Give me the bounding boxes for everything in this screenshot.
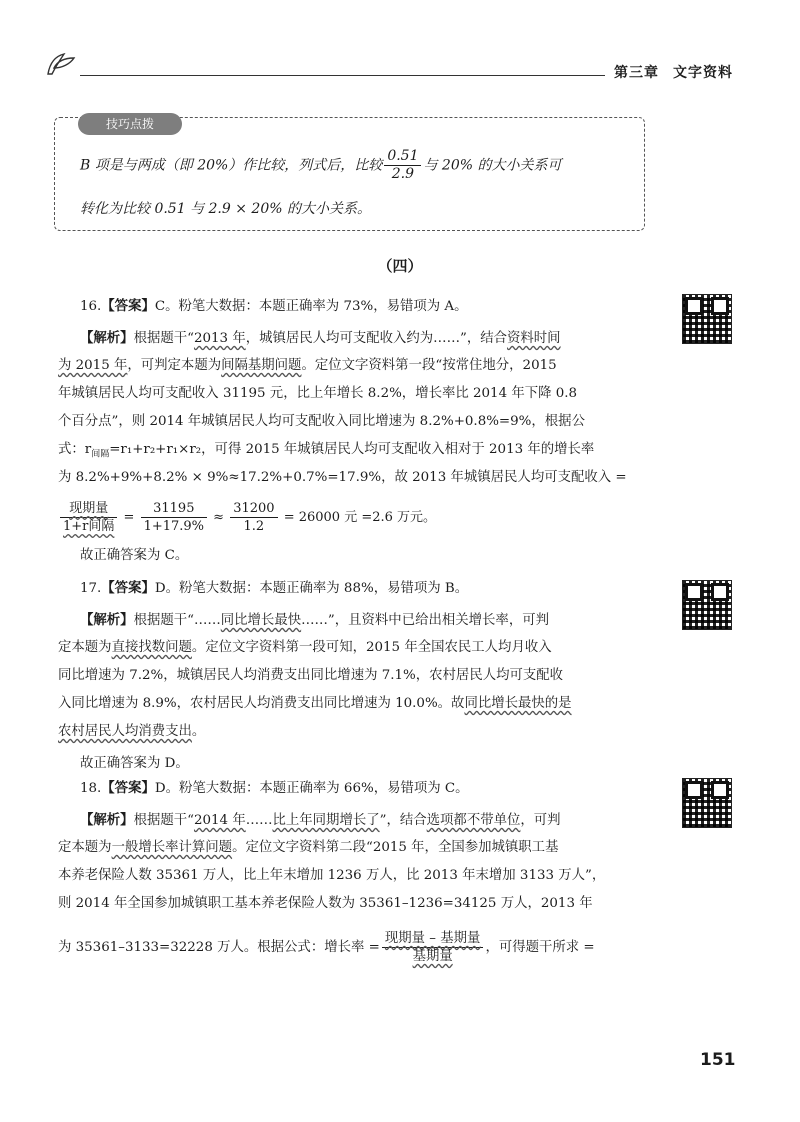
chapter-number: 第三章 bbox=[614, 65, 659, 81]
emph: 同比增长最快 bbox=[220, 613, 302, 628]
emph: 比上年同期增长了 bbox=[272, 813, 380, 828]
formula-result: = 26000 元 =2.6 万元。 bbox=[283, 510, 437, 525]
emph: 直接找数问题 bbox=[111, 640, 192, 655]
q16-conclusion: 故正确答案为 C。 bbox=[80, 548, 189, 563]
q17-answer bbox=[80, 578, 468, 599]
qr-code-icon[interactable] bbox=[682, 294, 732, 344]
chapter-header bbox=[614, 62, 733, 82]
emph: 一般增长率计算问题 bbox=[111, 840, 233, 855]
answer-tag: 【答案】 bbox=[101, 580, 155, 596]
page-number: 151 bbox=[700, 1050, 736, 1070]
tip-fraction bbox=[384, 148, 421, 183]
text: ……”，且资料中已给出相关增长率，可判 bbox=[301, 613, 549, 628]
text: 为 35361–3133=32228 万人。根据公式：增长率 = bbox=[58, 940, 380, 955]
frac-denominator: 1.2 bbox=[243, 519, 265, 534]
analysis-tag: 【解析】 bbox=[80, 812, 134, 828]
emph: 为 2015 年 bbox=[58, 358, 128, 373]
q18-line-5: 则 2014 年全国参加城镇职工基本养老保险人数为 35361–1236=34125 万人，2013 年 bbox=[58, 896, 593, 911]
formula-fraction bbox=[382, 930, 484, 965]
q16-line-6 bbox=[58, 440, 594, 465]
q-number: 17. bbox=[80, 581, 102, 596]
answer-tag: 【答案】 bbox=[101, 780, 155, 796]
emph: 农村居民人均消费支出 bbox=[58, 724, 192, 739]
leaf-icon bbox=[44, 48, 78, 76]
emph: 同比增长最快的是 bbox=[464, 696, 572, 711]
text: 。定位文字资料第一段可知，2015 年全国农民工人均月收入 bbox=[191, 640, 552, 655]
q18-line-4: 本养老保险人数 35361 万人，比上年末增加 1236 万人，比 2013 年末增加 3133 万人”， bbox=[58, 868, 606, 883]
q17-line-6 bbox=[58, 722, 205, 742]
text: ，城镇居民人均可支配收入约为……”，结合 bbox=[245, 331, 507, 346]
tip-label: 技巧点拨 bbox=[78, 113, 182, 135]
text: ，可判定本题为 bbox=[127, 358, 222, 373]
q16-line-7: 为 8.2%+9%+8.2% × 9%≈17.2%+0.7%=17.9%，故 2013 年城镇居民人均可支配收入 = bbox=[58, 470, 627, 485]
frac-denominator: 1+r间隔 bbox=[63, 519, 115, 534]
text: ”，结合 bbox=[379, 813, 427, 828]
text: 。定位文字资料第一段“按常住地分，2015 bbox=[301, 358, 557, 373]
q17-line-4: 同比增速为 7.2%，城镇居民人均消费支出同比增速为 7.1%，农村居民人均可支配收 bbox=[58, 668, 564, 683]
q-number: 16. bbox=[80, 299, 102, 314]
emph: 资料时间 bbox=[507, 331, 561, 346]
analysis-tag: 【解析】 bbox=[80, 612, 134, 628]
formula-fraction bbox=[60, 500, 117, 535]
formula-fraction bbox=[141, 500, 207, 535]
text: 定本题为 bbox=[58, 840, 112, 855]
emph: 选项都不带单位 bbox=[426, 813, 521, 828]
tip-line-1 bbox=[80, 148, 562, 183]
frac-denominator: 基期量 bbox=[412, 949, 453, 964]
q16-line-3 bbox=[58, 356, 557, 376]
q-number: 18. bbox=[80, 781, 102, 796]
text: 根据题干“ bbox=[133, 813, 194, 828]
text: 根据题干“…… bbox=[133, 613, 221, 628]
emph: 间隔基期问题 bbox=[221, 358, 302, 373]
qr-code-icon[interactable] bbox=[682, 580, 732, 630]
text: ，可判 bbox=[520, 813, 561, 828]
text: …… bbox=[245, 813, 273, 828]
answer-text: C。粉笔大数据：本题正确率为 73%，易错项为 A。 bbox=[154, 299, 468, 314]
frac-denominator: 2.9 bbox=[391, 166, 415, 182]
frac-denominator: 1+17.9% bbox=[143, 519, 205, 534]
frac-numerator: 现期量 bbox=[60, 500, 117, 518]
text: 定本题为 bbox=[58, 640, 112, 655]
text: 式：r bbox=[58, 442, 92, 457]
q17-line-2 bbox=[80, 610, 549, 631]
q16-line-5: 个百分点”，则 2014 年城镇居民人均可支配收入同比增速为 8.2%+0.8%=9%，根据公 bbox=[58, 414, 585, 429]
q16-line-4: 年城镇居民人均可支配收入 31195 元，比上年增长 8.2%，增长率比 2014 年下降 0.8 bbox=[58, 386, 578, 401]
answer-text: D。粉笔大数据：本题正确率为 66%，易错项为 C。 bbox=[154, 781, 469, 796]
q18-answer bbox=[80, 778, 469, 799]
frac-numerator: 31200 bbox=[230, 500, 277, 518]
q16-formula: $\frac{\text{现期量}}{\text{1+r间隔}}$ = $\frac{31195}{1+17.9\%}$ ≈ $\frac{31200}{1.2}$ = 26000 元 =2.6 万元。 bbox=[58, 500, 436, 535]
analysis-tag: 【解析】 bbox=[80, 330, 134, 346]
emph: 2014 年 bbox=[193, 813, 246, 828]
section-title: （四） bbox=[377, 257, 423, 275]
q18-line-2 bbox=[80, 810, 561, 831]
q16-answer bbox=[80, 296, 467, 317]
tip-line-2: 转化为比较 0.51 与 2.9 × 20% 的大小关系。 bbox=[80, 201, 371, 217]
header-rule bbox=[80, 75, 605, 76]
frac-numerator: 31195 bbox=[141, 500, 207, 518]
formula-fraction bbox=[230, 500, 277, 535]
q16-line-2 bbox=[80, 328, 561, 349]
tip-text: B 项是与两成（即 20%）作比较，列式后，比较 bbox=[80, 157, 383, 174]
tip-text: 与 20% 的大小关系可 bbox=[423, 157, 562, 174]
text: 入同比增速为 8.9%，农村居民人均消费支出同比增速为 10.0%。故 bbox=[58, 696, 465, 711]
frac-numerator: 0.51 bbox=[384, 148, 421, 166]
text: ，可得题干所求 = bbox=[485, 940, 595, 955]
q17-line-3 bbox=[58, 638, 552, 658]
subscript: 间隔 bbox=[91, 449, 110, 460]
text: =r₁+r₂+r₁×r₂，可得 2015 年城镇居民人均可支配收入相对于 2013 年的增长率 bbox=[109, 442, 595, 457]
qr-code-icon[interactable] bbox=[682, 778, 732, 828]
emph: 2013 年 bbox=[193, 331, 246, 346]
text: 。 bbox=[191, 724, 206, 739]
q18-line-6 bbox=[58, 930, 595, 965]
text: 根据题干“ bbox=[133, 331, 194, 346]
chapter-title: 文字资料 bbox=[673, 65, 733, 81]
q18-line-3 bbox=[58, 838, 558, 858]
text: 。定位文字资料第二段“2015 年，全国参加城镇职工基 bbox=[232, 840, 559, 855]
q17-line-5 bbox=[58, 694, 572, 714]
answer-text: D。粉笔大数据：本题正确率为 88%，易错项为 B。 bbox=[154, 581, 469, 596]
q17-conclusion: 故正确答案为 D。 bbox=[80, 756, 189, 771]
frac-numerator: 现期量 – 基期量 bbox=[382, 930, 484, 948]
answer-tag: 【答案】 bbox=[101, 298, 155, 314]
